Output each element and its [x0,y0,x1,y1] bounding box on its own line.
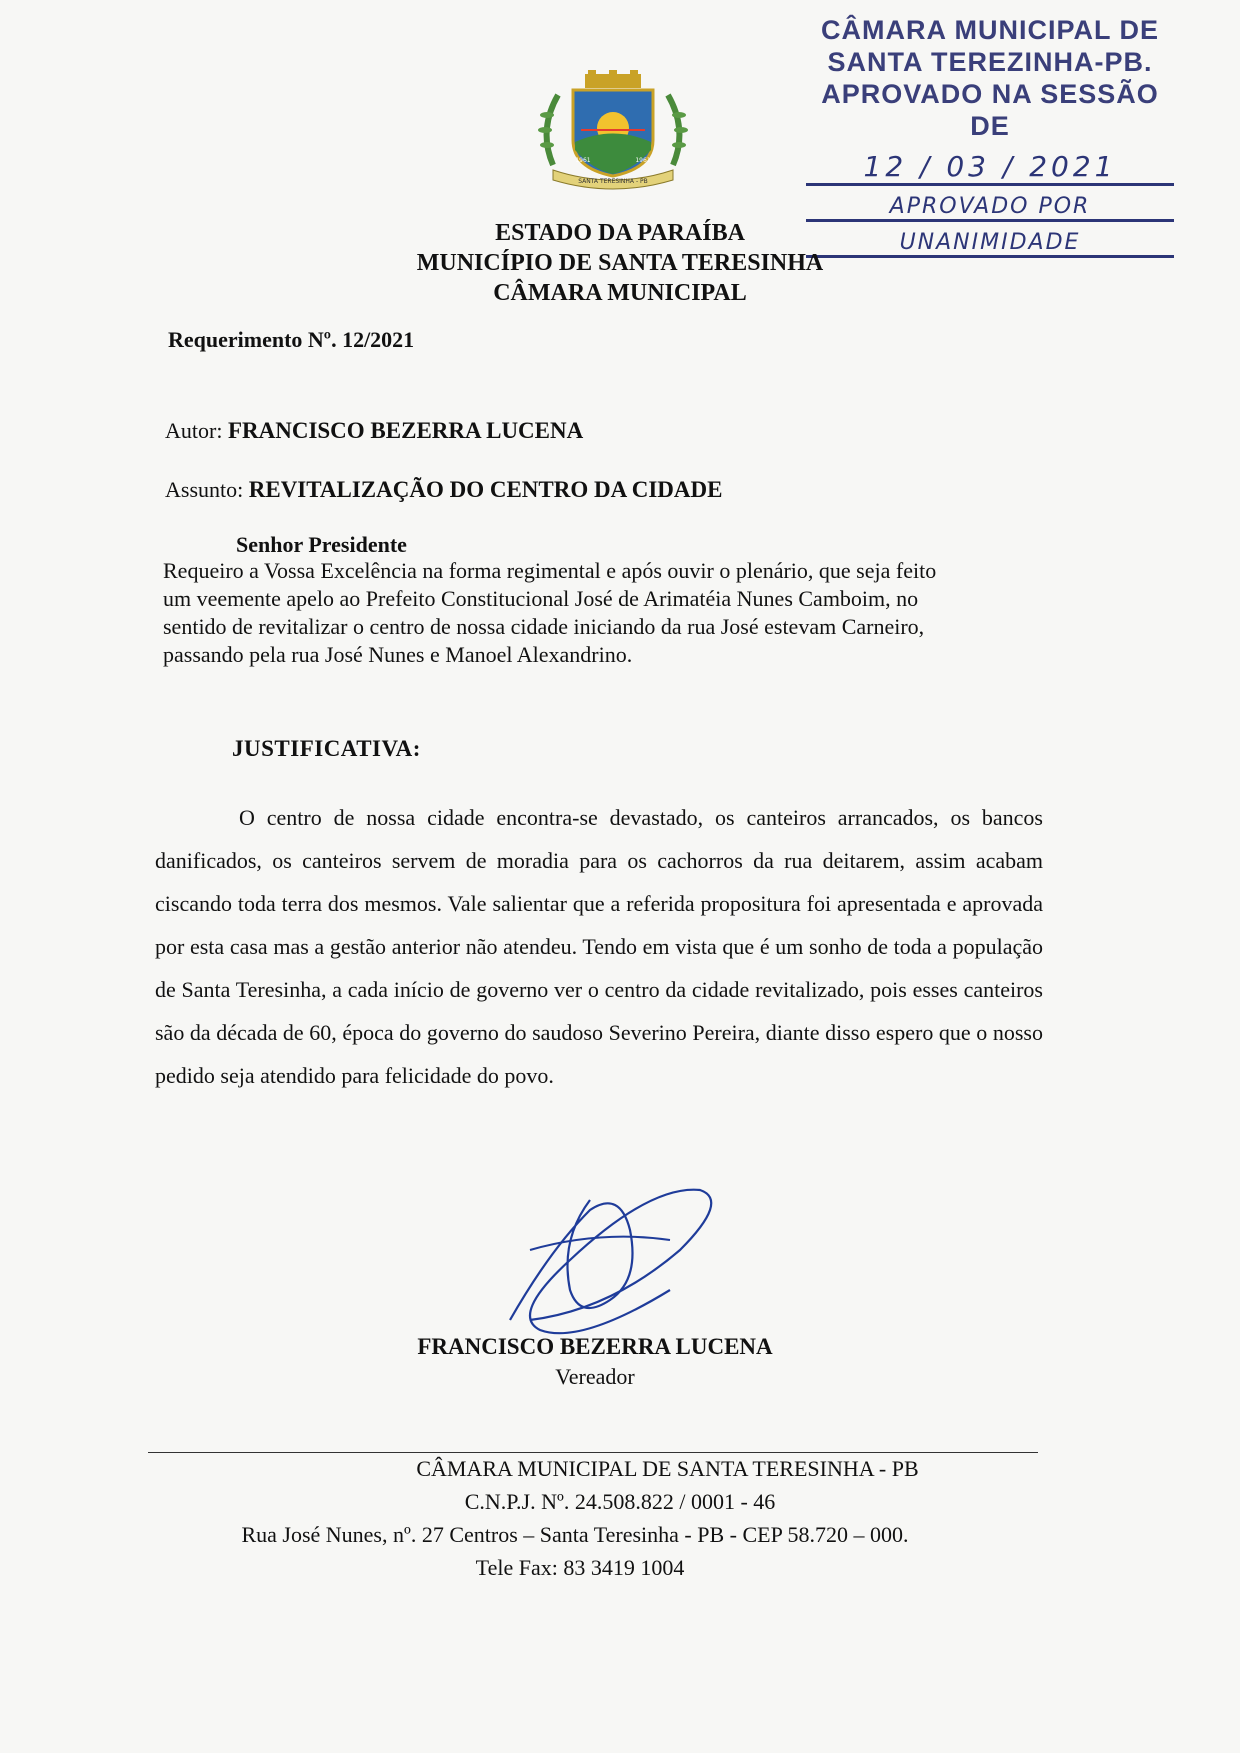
crest-year-left: 1961 [575,157,591,164]
stamp-line-2: SANTA TEREZINHA-PB. [827,47,1153,77]
crest-banner-text: SANTA TERESINHA - PB [578,178,648,185]
requirement-number: Requerimento Nº. 12/2021 [168,327,415,352]
footer-chamber: CÂMARA MUNICIPAL DE SANTA TERESINHA - PB [416,1456,919,1481]
stamp-line-1: CÂMARA MUNICIPAL DE [821,15,1159,45]
stamp-rule [806,183,1174,186]
stamp-note-1: APROVADO POR [889,194,1091,219]
document-footer [0,1452,1240,1584]
subject-value: REVITALIZAÇÃO DO CENTRO DA CIDADE [248,477,723,502]
request-line: sentido de revitalizar o centro de nossa cidade iniciando da rua José estevam Carneiro, [163,614,925,639]
crest-year-right: 1961 [635,157,651,164]
justification-title: JUSTIFICATIVA: [232,736,421,761]
subject-label: Assunto: [165,477,249,502]
footer-address: Rua José Nunes, nº. 27 Centros – Santa Teresinha - PB - CEP 58.720 – 000. [241,1522,909,1547]
request-line: Requeiro a Vossa Excelência na forma regimental e após ouvir o plenário, que seja feito [163,558,937,583]
request-line: um veemente apelo ao Prefeito Constitucional José de Arimatéia Nunes Camboim, no [163,586,919,611]
document-header [0,218,1240,308]
stamp-line-3: APROVADO NA SESSÃO DE [821,79,1159,141]
footer-phone: Tele Fax: 83 3419 1004 [475,1555,685,1580]
salutation: Senhor Presidente [236,532,407,557]
justification-text: O centro de nossa cidade encontra-se devastado, os canteiros arrancados, os bancos danificados, os canteiros servem de moradia para os cachorros da rua deitarem, assim acabam ciscando toda terra dos mesmos. Vale salientar que a referida propositura foi apresentada e aprovada por esta casa mas a gestão anterior não atendeu. Tendo em vista que é um sonho de toda a população de Santa Teresinha, a cada início de governo ver o centro da cidade revitalizado, pois esses canteiros são da década de 60, época do governo do saudoso Severino Pereira, diante disso espero que o nosso pedido seja atendido para felicidade do povo. [155,805,1043,1088]
header-chamber: CÂMARA MUNICIPAL [493,280,747,306]
signer-name: FRANCISCO BEZERRA LUCENA [417,1334,773,1359]
footer-cnpj: C.N.P.J. Nº. 24.508.822 / 0001 - 46 [464,1489,776,1514]
header-state: ESTADO DA PARAÍBA [495,220,745,246]
coat-of-arms-icon [533,70,693,190]
request-body [163,557,1043,669]
stamp-note-2: UNANIMIDADE [899,230,1081,255]
author-label: Autor: [165,418,228,443]
subject-line [165,477,722,503]
author-line [165,418,583,444]
stamp-date: 12 / 03 / 2021 [863,150,1117,183]
author-value: FRANCISCO BEZERRA LUCENA [227,418,584,443]
header-municipality: MUNICÍPIO DE SANTA TERESINHA [416,250,824,276]
signature-icon [470,1170,760,1350]
signer-role: Vereador [555,1364,635,1389]
request-line: passando pela rua José Nunes e Manoel Alexandrino. [163,642,633,667]
